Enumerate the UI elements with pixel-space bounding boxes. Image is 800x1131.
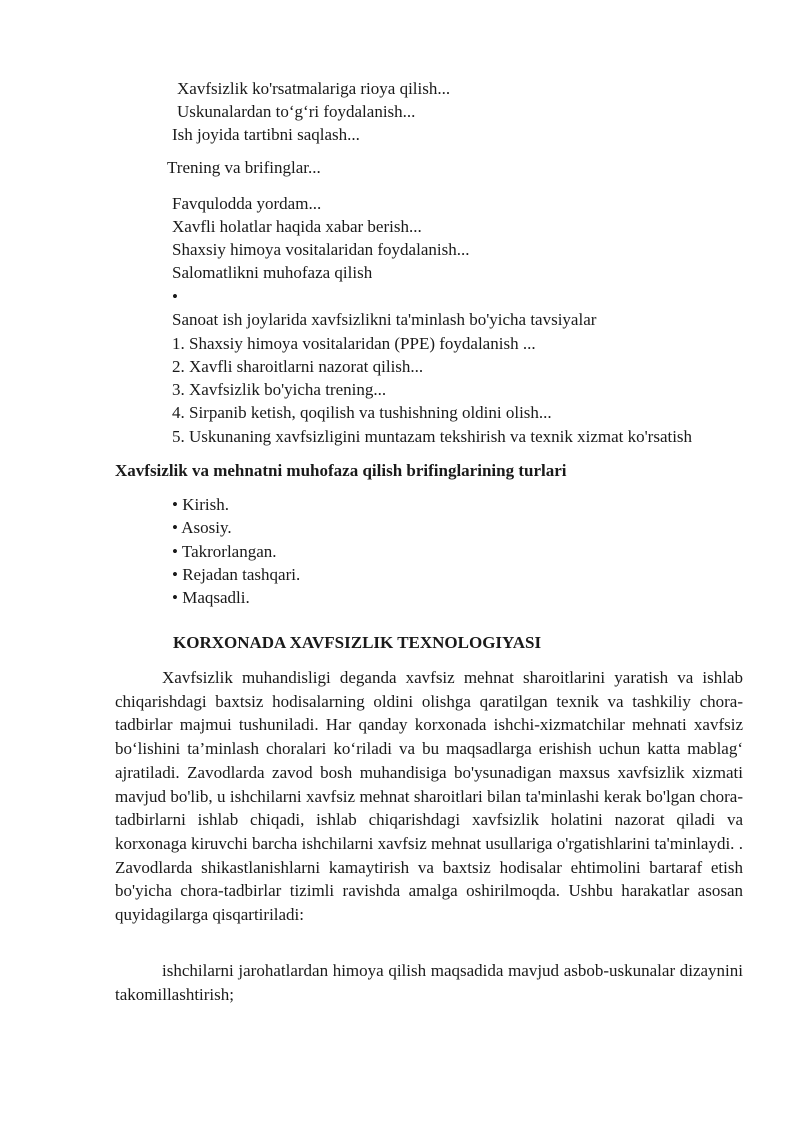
numbered-item: 4. Sirpanib ketish, qoqilish va tushishning oldini olish... xyxy=(172,403,552,422)
list-item: Shaxsiy himoya vositalaridan foydalanish... xyxy=(172,240,470,259)
recommendations-title: Sanoat ish joylarida xavfsizlikni ta'minlash bo'yicha tavsiyalar xyxy=(172,310,597,329)
list-item: Salomatlikni muhofaza qilish xyxy=(172,263,373,282)
bullet-mark: • xyxy=(172,287,178,306)
list-item: Xavfsizlik ko'rsatmalariga rioya qilish... xyxy=(177,79,451,98)
numbered-item: 1. Shaxsiy himoya vositalaridan (PPE) foydalanish ... xyxy=(172,334,536,353)
list-item: Xavfli holatlar haqida xabar berish... xyxy=(172,217,422,236)
list-item: • Asosiy. xyxy=(172,518,232,537)
list-item: • Rejadan tashqari. xyxy=(172,565,301,584)
list-item: • Maqsadli. xyxy=(172,588,250,607)
list-item: • Takrorlangan. xyxy=(172,542,277,561)
body-paragraph: Xavfsizlik muhandisligi deganda xavfsiz mehnat sharoitlarini yaratish va ishlab chiqarishdagi baxtsiz hodisalarning oldini olishga qaratilgan texnik va tashkiliy chora-tadbirlar majmui tushuniladi. Har qanday korxonada ishchi-xizmatchilar mehnati xavfsiz bo‘lishini ta’minlash choralari ko‘riladi va bu maqsadlarga erishish uchun katta mablag‘ ajratiladi. Zavodlarda zavod bosh muhandisiga bo'ysunadigan maxsus xavfsizlik xizmati mavjud bo'lib, u ishchilarni xavfsiz mehnat sharoitlari bilan ta'minlashi kerak bo'lgan chora-tadbirlarni ishlab chiqadi, ishlab chiqarishdagi xavfsizlik holatini nazorat qiladi va korxonaga kiruvchi barcha ishchilarni xavfsiz mehnat usullariga o'rgatishlarini ta'minlaydi. . Zavodlarda shikastlanishlarni kamaytirish va baxtsiz hodisalar ehtimolini bartaraf etish bo'yicha chora-tadbirlar tizimli ravishda amalga oshirilmoqda. Ushbu harakatlar asosan quyidagilarga qisqartiriladi: xyxy=(115,668,743,925)
numbered-item: 2. Xavfli sharoitlarni nazorat qilish... xyxy=(172,357,424,376)
numbered-item: 5. Uskunaning xavfsizligini muntazam tekshirish va texnik xizmat ko'rsatish xyxy=(172,427,693,446)
list-item: Trening va brifinglar... xyxy=(167,158,321,177)
briefing-types-heading: Xavfsizlik va mehnatni muhofaza qilish brifinglarining turlari xyxy=(115,461,567,480)
list-item: Uskunalardan to‘g‘ri foydalanish... xyxy=(177,102,416,121)
list-item: Favqulodda yordam... xyxy=(172,194,322,213)
list-item: Ish joyida tartibni saqlash... xyxy=(172,125,360,144)
numbered-item: 3. Xavfsizlik bo'yicha trening... xyxy=(172,380,387,399)
section-title: KORXONADA XAVFSIZLIK TEXNOLOGIYASI xyxy=(173,633,542,652)
body-paragraph: ishchilarni jarohatlardan himoya qilish maqsadida mavjud asbob-uskunalar dizaynini takomillashtirish; xyxy=(115,961,743,1004)
list-item: • Kirish. xyxy=(172,495,229,514)
